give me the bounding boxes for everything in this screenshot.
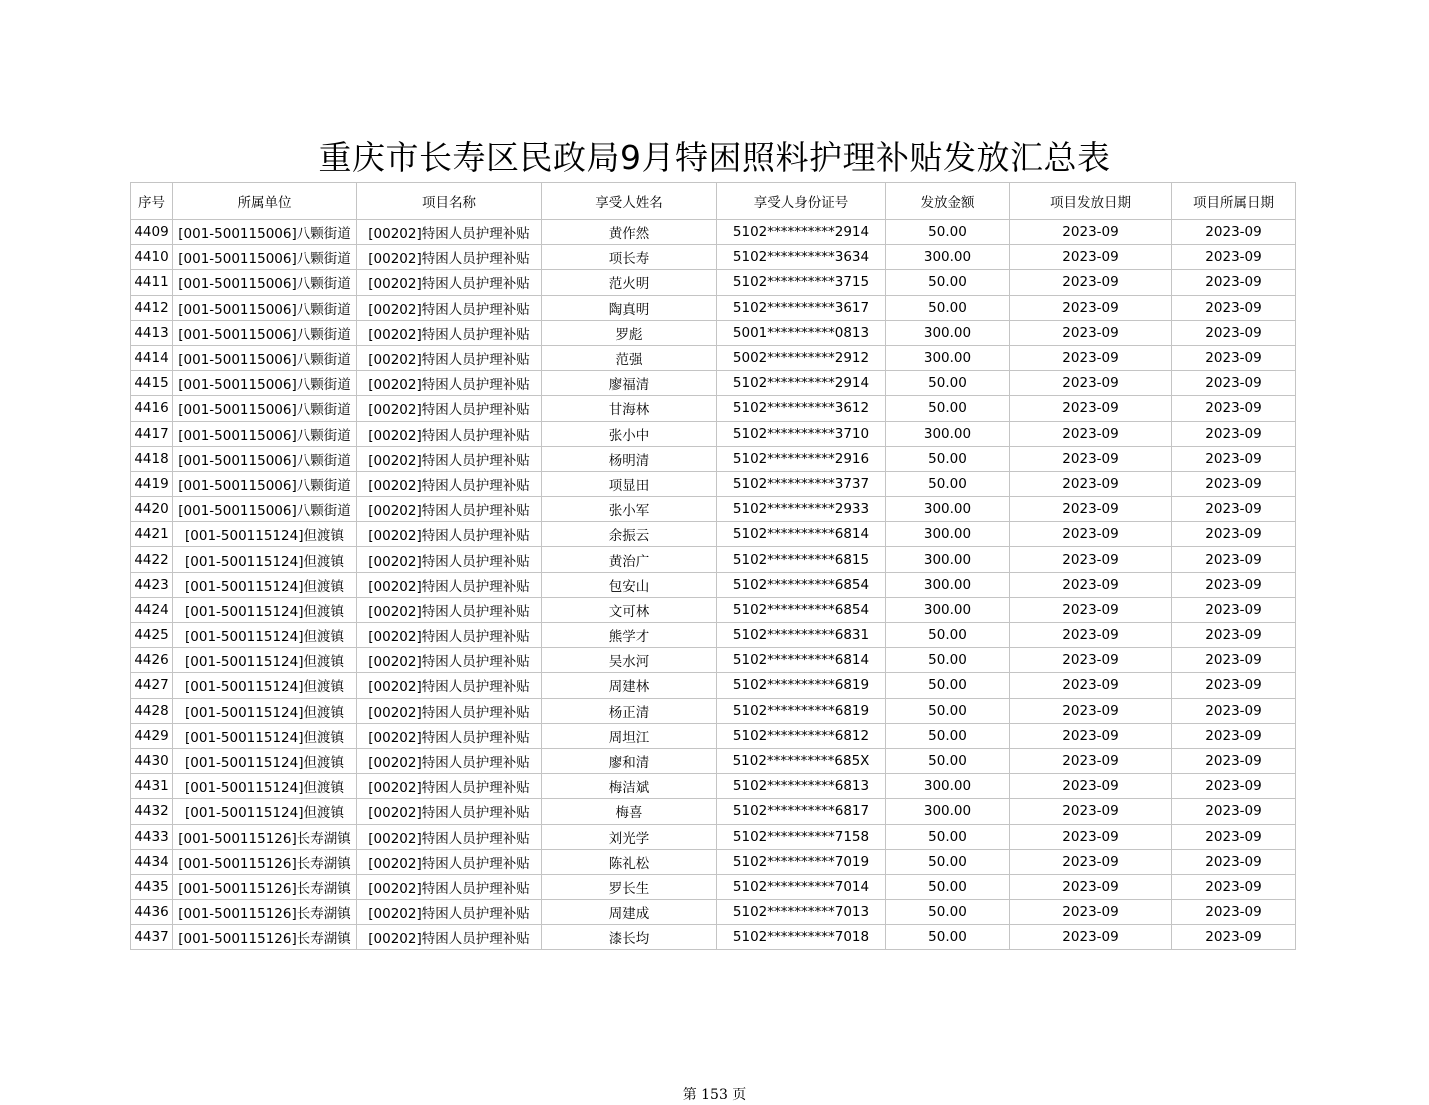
issue-date-cell: 2023-09 [1010,471,1172,496]
unit-cell: [001-500115124]但渡镇 [173,597,357,622]
table-body [131,220,1296,950]
project-cell: [00202]特困人员护理补贴 [357,723,542,748]
unit-cell: [001-500115124]但渡镇 [173,723,357,748]
seq-cell: 4409 [131,220,173,245]
id-cell: 5102**********7013 [717,900,886,925]
period-date-cell: 2023-09 [1172,396,1296,421]
table-row [131,345,1296,370]
name-cell: 黄治广 [542,547,717,572]
unit-cell: [001-500115006]八颗街道 [173,220,357,245]
issue-date-cell: 2023-09 [1010,623,1172,648]
name-cell: 吴水河 [542,648,717,673]
amount-cell: 300.00 [886,245,1010,270]
amount-cell: 50.00 [886,396,1010,421]
id-cell: 5102**********6831 [717,623,886,648]
project-cell: [00202]特困人员护理补贴 [357,748,542,773]
amount-cell: 50.00 [886,673,1010,698]
seq-cell: 4434 [131,849,173,874]
amount-cell: 300.00 [886,572,1010,597]
issue-date-cell: 2023-09 [1010,446,1172,471]
id-cell: 5102**********3715 [717,270,886,295]
id-cell: 5102**********6814 [717,522,886,547]
project-cell: [00202]特困人员护理补贴 [357,572,542,597]
unit-cell: [001-500115124]但渡镇 [173,623,357,648]
period-date-cell: 2023-09 [1172,925,1296,950]
name-cell: 包安山 [542,572,717,597]
amount-cell: 50.00 [886,900,1010,925]
table-row [131,648,1296,673]
project-cell: [00202]特困人员护理补贴 [357,522,542,547]
name-cell: 熊学才 [542,623,717,648]
id-cell: 5102**********3710 [717,421,886,446]
unit-cell: [001-500115006]八颗街道 [173,421,357,446]
amount-cell: 50.00 [886,824,1010,849]
name-cell: 梅洁斌 [542,774,717,799]
id-cell: 5102**********3612 [717,396,886,421]
period-date-cell: 2023-09 [1172,421,1296,446]
table-row [131,421,1296,446]
table-row [131,925,1296,950]
table-row [131,849,1296,874]
project-cell: [00202]特困人员护理补贴 [357,673,542,698]
amount-cell: 300.00 [886,497,1010,522]
table-row [131,522,1296,547]
project-cell: [00202]特困人员护理补贴 [357,295,542,320]
period-date-cell: 2023-09 [1172,572,1296,597]
id-cell: 5102**********2916 [717,446,886,471]
issue-date-cell: 2023-09 [1010,723,1172,748]
period-date-cell: 2023-09 [1172,824,1296,849]
seq-cell: 4437 [131,925,173,950]
period-date-cell: 2023-09 [1172,774,1296,799]
unit-cell: [001-500115126]长寿湖镇 [173,849,357,874]
seq-cell: 4412 [131,295,173,320]
amount-cell: 300.00 [886,421,1010,446]
id-cell: 5102**********6819 [717,698,886,723]
project-cell: [00202]特困人员护理补贴 [357,597,542,622]
period-date-cell: 2023-09 [1172,497,1296,522]
period-date-cell: 2023-09 [1172,673,1296,698]
table-row [131,220,1296,245]
period-date-cell: 2023-09 [1172,723,1296,748]
unit-cell: [001-500115124]但渡镇 [173,748,357,773]
period-date-cell: 2023-09 [1172,371,1296,396]
period-date-cell: 2023-09 [1172,874,1296,899]
issue-date-cell: 2023-09 [1010,824,1172,849]
name-cell: 刘光学 [542,824,717,849]
issue-date-cell: 2023-09 [1010,497,1172,522]
period-date-cell: 2023-09 [1172,270,1296,295]
column-header-project: 项目名称 [357,183,542,220]
amount-cell: 50.00 [886,220,1010,245]
seq-cell: 4432 [131,799,173,824]
period-date-cell: 2023-09 [1172,648,1296,673]
issue-date-cell: 2023-09 [1010,673,1172,698]
unit-cell: [001-500115126]长寿湖镇 [173,824,357,849]
column-header-unit: 所属单位 [173,183,357,220]
seq-cell: 4425 [131,623,173,648]
seq-cell: 4422 [131,547,173,572]
unit-cell: [001-500115124]但渡镇 [173,547,357,572]
issue-date-cell: 2023-09 [1010,572,1172,597]
amount-cell: 300.00 [886,320,1010,345]
project-cell: [00202]特困人员护理补贴 [357,648,542,673]
column-header-period-date: 项目所属日期 [1172,183,1296,220]
period-date-cell: 2023-09 [1172,597,1296,622]
seq-cell: 4419 [131,471,173,496]
seq-cell: 4411 [131,270,173,295]
id-cell: 5102**********2914 [717,220,886,245]
amount-cell: 300.00 [886,799,1010,824]
amount-cell: 300.00 [886,547,1010,572]
id-cell: 5001**********0813 [717,320,886,345]
page-number: 第 153 页 [682,1087,747,1103]
period-date-cell: 2023-09 [1172,799,1296,824]
id-cell: 5102**********6854 [717,597,886,622]
issue-date-cell: 2023-09 [1010,597,1172,622]
period-date-cell: 2023-09 [1172,900,1296,925]
header-row [131,183,1296,220]
table-row [131,723,1296,748]
name-cell: 范强 [542,345,717,370]
seq-cell: 4430 [131,748,173,773]
seq-cell: 4415 [131,371,173,396]
seq-cell: 4436 [131,900,173,925]
project-cell: [00202]特困人员护理补贴 [357,824,542,849]
amount-cell: 50.00 [886,698,1010,723]
unit-cell: [001-500115006]八颗街道 [173,345,357,370]
issue-date-cell: 2023-09 [1010,698,1172,723]
unit-cell: [001-500115006]八颗街道 [173,320,357,345]
id-cell: 5102**********7014 [717,874,886,899]
table-row [131,270,1296,295]
amount-cell: 50.00 [886,295,1010,320]
seq-cell: 4413 [131,320,173,345]
seq-cell: 4418 [131,446,173,471]
seq-cell: 4429 [131,723,173,748]
period-date-cell: 2023-09 [1172,547,1296,572]
unit-cell: [001-500115006]八颗街道 [173,497,357,522]
issue-date-cell: 2023-09 [1010,270,1172,295]
issue-date-cell: 2023-09 [1010,648,1172,673]
issue-date-cell: 2023-09 [1010,522,1172,547]
table-row [131,774,1296,799]
name-cell: 杨明清 [542,446,717,471]
unit-cell: [001-500115006]八颗街道 [173,270,357,295]
unit-cell: [001-500115124]但渡镇 [173,648,357,673]
table-row [131,623,1296,648]
amount-cell: 50.00 [886,270,1010,295]
unit-cell: [001-500115006]八颗街道 [173,446,357,471]
project-cell: [00202]特困人员护理补贴 [357,497,542,522]
amount-cell: 50.00 [886,648,1010,673]
id-cell: 5102**********7158 [717,824,886,849]
unit-cell: [001-500115006]八颗街道 [173,371,357,396]
id-cell: 5102**********685X [717,748,886,773]
project-cell: [00202]特困人员护理补贴 [357,774,542,799]
issue-date-cell: 2023-09 [1010,799,1172,824]
column-header-name: 享受人姓名 [542,183,717,220]
project-cell: [00202]特困人员护理补贴 [357,471,542,496]
project-cell: [00202]特困人员护理补贴 [357,245,542,270]
name-cell: 周坦江 [542,723,717,748]
id-cell: 5102**********7019 [717,849,886,874]
unit-cell: [001-500115006]八颗街道 [173,245,357,270]
id-cell: 5102**********6854 [717,572,886,597]
name-cell: 项显田 [542,471,717,496]
name-cell: 甘海林 [542,396,717,421]
issue-date-cell: 2023-09 [1010,774,1172,799]
name-cell: 陈礼松 [542,849,717,874]
name-cell: 杨正清 [542,698,717,723]
name-cell: 罗长生 [542,874,717,899]
unit-cell: [001-500115006]八颗街道 [173,471,357,496]
id-cell: 5102**********6819 [717,673,886,698]
table-row [131,597,1296,622]
amount-cell: 50.00 [886,748,1010,773]
amount-cell: 50.00 [886,623,1010,648]
period-date-cell: 2023-09 [1172,748,1296,773]
name-cell: 余振云 [542,522,717,547]
table-row [131,698,1296,723]
amount-cell: 300.00 [886,522,1010,547]
name-cell: 张小中 [542,421,717,446]
id-cell: 5102**********3634 [717,245,886,270]
project-cell: [00202]特困人员护理补贴 [357,396,542,421]
issue-date-cell: 2023-09 [1010,874,1172,899]
name-cell: 张小军 [542,497,717,522]
id-cell: 5102**********6814 [717,648,886,673]
project-cell: [00202]特困人员护理补贴 [357,925,542,950]
seq-cell: 4431 [131,774,173,799]
name-cell: 廖和清 [542,748,717,773]
id-cell: 5102**********7018 [717,925,886,950]
name-cell: 黄作然 [542,220,717,245]
period-date-cell: 2023-09 [1172,446,1296,471]
period-date-cell: 2023-09 [1172,345,1296,370]
id-cell: 5102**********2914 [717,371,886,396]
period-date-cell: 2023-09 [1172,623,1296,648]
period-date-cell: 2023-09 [1172,245,1296,270]
issue-date-cell: 2023-09 [1010,245,1172,270]
seq-cell: 4416 [131,396,173,421]
subsidy-table [130,182,1296,950]
table-row [131,446,1296,471]
table-row [131,673,1296,698]
project-cell: [00202]特困人员护理补贴 [357,421,542,446]
table-row [131,572,1296,597]
period-date-cell: 2023-09 [1172,522,1296,547]
unit-cell: [001-500115124]但渡镇 [173,522,357,547]
project-cell: [00202]特困人员护理补贴 [357,849,542,874]
seq-cell: 4427 [131,673,173,698]
name-cell: 周建成 [542,900,717,925]
unit-cell: [001-500115124]但渡镇 [173,698,357,723]
column-header-seq: 序号 [131,183,173,220]
table-row [131,396,1296,421]
issue-date-cell: 2023-09 [1010,547,1172,572]
project-cell: [00202]特困人员护理补贴 [357,371,542,396]
unit-cell: [001-500115006]八颗街道 [173,396,357,421]
id-cell: 5102**********6812 [717,723,886,748]
table-row [131,748,1296,773]
seq-cell: 4421 [131,522,173,547]
amount-cell: 50.00 [886,471,1010,496]
issue-date-cell: 2023-09 [1010,421,1172,446]
seq-cell: 4410 [131,245,173,270]
seq-cell: 4414 [131,345,173,370]
column-header-issue-date: 项目发放日期 [1010,183,1172,220]
issue-date-cell: 2023-09 [1010,900,1172,925]
amount-cell: 50.00 [886,446,1010,471]
name-cell: 梅喜 [542,799,717,824]
project-cell: [00202]特困人员护理补贴 [357,799,542,824]
project-cell: [00202]特困人员护理补贴 [357,900,542,925]
seq-cell: 4420 [131,497,173,522]
issue-date-cell: 2023-09 [1010,748,1172,773]
amount-cell: 50.00 [886,371,1010,396]
period-date-cell: 2023-09 [1172,471,1296,496]
table-row [131,824,1296,849]
period-date-cell: 2023-09 [1172,698,1296,723]
unit-cell: [001-500115124]但渡镇 [173,572,357,597]
issue-date-cell: 2023-09 [1010,396,1172,421]
table-row [131,547,1296,572]
project-cell: [00202]特困人员护理补贴 [357,547,542,572]
unit-cell: [001-500115006]八颗街道 [173,295,357,320]
table-row [131,900,1296,925]
table-row [131,295,1296,320]
issue-date-cell: 2023-09 [1010,371,1172,396]
seq-cell: 4423 [131,572,173,597]
amount-cell: 300.00 [886,774,1010,799]
period-date-cell: 2023-09 [1172,320,1296,345]
project-cell: [00202]特困人员护理补贴 [357,320,542,345]
id-cell: 5102**********3617 [717,295,886,320]
table-row [131,497,1296,522]
id-cell: 5002**********2912 [717,345,886,370]
id-cell: 5102**********6815 [717,547,886,572]
period-date-cell: 2023-09 [1172,849,1296,874]
project-cell: [00202]特困人员护理补贴 [357,623,542,648]
name-cell: 廖福清 [542,371,717,396]
amount-cell: 300.00 [886,345,1010,370]
document-title: 重庆市长寿区民政局9月特困照料护理补贴发放汇总表 [318,138,1111,177]
issue-date-cell: 2023-09 [1010,220,1172,245]
table-row [131,471,1296,496]
period-date-cell: 2023-09 [1172,220,1296,245]
seq-cell: 4428 [131,698,173,723]
table-row [131,320,1296,345]
project-cell: [00202]特困人员护理补贴 [357,220,542,245]
seq-cell: 4417 [131,421,173,446]
unit-cell: [001-500115126]长寿湖镇 [173,874,357,899]
issue-date-cell: 2023-09 [1010,320,1172,345]
name-cell: 周建林 [542,673,717,698]
amount-cell: 300.00 [886,597,1010,622]
id-cell: 5102**********3737 [717,471,886,496]
issue-date-cell: 2023-09 [1010,925,1172,950]
id-cell: 5102**********6817 [717,799,886,824]
unit-cell: [001-500115126]长寿湖镇 [173,900,357,925]
id-cell: 5102**********6813 [717,774,886,799]
name-cell: 漆长均 [542,925,717,950]
seq-cell: 4435 [131,874,173,899]
seq-cell: 4433 [131,824,173,849]
project-cell: [00202]特困人员护理补贴 [357,874,542,899]
name-cell: 文可林 [542,597,717,622]
unit-cell: [001-500115124]但渡镇 [173,774,357,799]
column-header-id: 享受人身份证号 [717,183,886,220]
issue-date-cell: 2023-09 [1010,295,1172,320]
unit-cell: [001-500115126]长寿湖镇 [173,925,357,950]
period-date-cell: 2023-09 [1172,295,1296,320]
issue-date-cell: 2023-09 [1010,849,1172,874]
unit-cell: [001-500115124]但渡镇 [173,799,357,824]
project-cell: [00202]特困人员护理补贴 [357,270,542,295]
id-cell: 5102**********2933 [717,497,886,522]
project-cell: [00202]特困人员护理补贴 [357,698,542,723]
name-cell: 陶真明 [542,295,717,320]
amount-cell: 50.00 [886,874,1010,899]
name-cell: 项长寿 [542,245,717,270]
seq-cell: 4426 [131,648,173,673]
name-cell: 罗彪 [542,320,717,345]
table-row [131,245,1296,270]
amount-cell: 50.00 [886,849,1010,874]
project-cell: [00202]特困人员护理补贴 [357,345,542,370]
name-cell: 范火明 [542,270,717,295]
amount-cell: 50.00 [886,723,1010,748]
table-row [131,874,1296,899]
unit-cell: [001-500115124]但渡镇 [173,673,357,698]
table-row [131,799,1296,824]
amount-cell: 50.00 [886,925,1010,950]
project-cell: [00202]特困人员护理补贴 [357,446,542,471]
issue-date-cell: 2023-09 [1010,345,1172,370]
column-header-amount: 发放金额 [886,183,1010,220]
seq-cell: 4424 [131,597,173,622]
table-row [131,371,1296,396]
